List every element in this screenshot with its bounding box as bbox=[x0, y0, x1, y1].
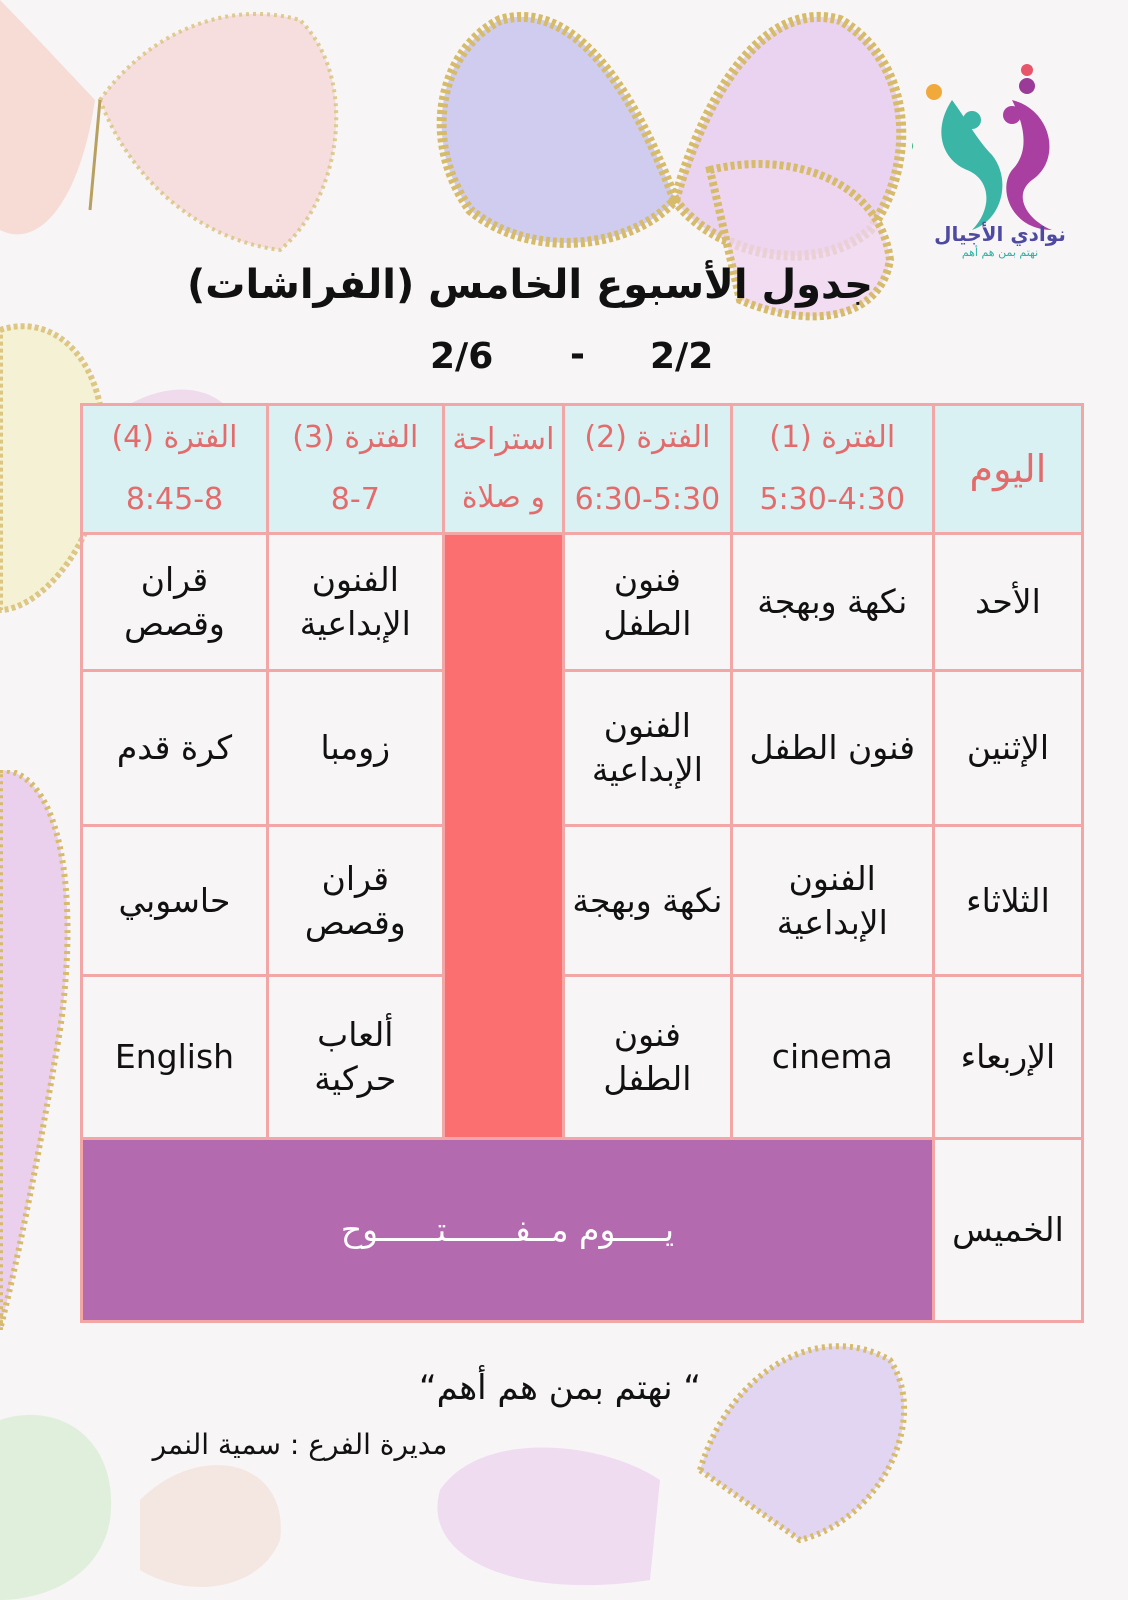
header-period-2-name: الفترة (2) bbox=[584, 420, 711, 456]
date-range bbox=[420, 336, 740, 386]
cell-period-4: كرة قدم bbox=[82, 671, 268, 826]
table-row bbox=[82, 534, 1083, 671]
header-period-3-time: 8-7 bbox=[330, 482, 380, 518]
header-period-2-time: 6:30-5:30 bbox=[574, 482, 721, 518]
cell-period-1: فنون الطفل bbox=[731, 671, 933, 826]
cell-period-2: فنون الطفل bbox=[564, 976, 732, 1139]
open-day-cell: يـــــوم مــفـــــــتــــــوح bbox=[82, 1138, 934, 1321]
header-period-3 bbox=[267, 405, 443, 534]
cell-period-3: قران وقصص bbox=[267, 825, 443, 975]
table-row bbox=[82, 671, 1083, 826]
logo-name: نوادي الأجيال bbox=[934, 222, 1066, 246]
header-period-3-name: الفترة (3) bbox=[292, 420, 419, 456]
row-day: الخميس bbox=[933, 1138, 1082, 1321]
header-day: اليوم bbox=[933, 405, 1082, 534]
cell-period-2: فنون الطفل bbox=[564, 534, 732, 671]
date-separator: - bbox=[570, 334, 585, 375]
logo-text-block bbox=[930, 222, 1070, 260]
cell-period-3: الفنون الإبداعية bbox=[267, 534, 443, 671]
cell-period-3: ألعاب حركية bbox=[267, 976, 443, 1139]
header-period-4 bbox=[82, 405, 268, 534]
table-row bbox=[82, 825, 1083, 975]
row-day: الثلاثاء bbox=[933, 825, 1082, 975]
header-period-4-name: الفترة (4) bbox=[111, 420, 238, 456]
cell-period-4: English bbox=[82, 976, 268, 1139]
date-from: 2/2 bbox=[650, 336, 714, 377]
cell-period-4: حاسوبي bbox=[82, 825, 268, 975]
header-break-name: استراحة bbox=[452, 422, 555, 458]
footer-manager: مديرة الفرع : سمية النمر bbox=[152, 1428, 448, 1461]
butterfly-left-lower-decoration bbox=[0, 770, 90, 1330]
logo-slogan: نهتم بمن هم أهم bbox=[961, 246, 1039, 259]
header-period-1-time: 5:30-4:30 bbox=[759, 482, 906, 518]
cell-period-1: نكهة وبهجة bbox=[731, 534, 933, 671]
schedule-table bbox=[80, 403, 1084, 1323]
header-period-1-name: الفترة (1) bbox=[769, 420, 896, 456]
cell-period-3: زومبا bbox=[267, 671, 443, 826]
butterfly-bottom-left-decoration bbox=[0, 1380, 300, 1600]
butterfly-top-left-decoration bbox=[0, 0, 400, 280]
row-day: الإثنين bbox=[933, 671, 1082, 826]
table-row bbox=[82, 976, 1083, 1139]
cell-period-2: نكهة وبهجة bbox=[564, 825, 732, 975]
cell-period-2: الفنون الإبداعية bbox=[564, 671, 732, 826]
page-title: جدول الأسبوع الخامس (الفراشات) bbox=[187, 262, 873, 308]
cell-period-1: الفنون الإبداعية bbox=[731, 825, 933, 975]
header-period-2 bbox=[564, 405, 732, 534]
row-day: الإربعاء bbox=[933, 976, 1082, 1139]
header-break-sub: و صلاة bbox=[461, 480, 545, 516]
header-period-1 bbox=[731, 405, 933, 534]
break-column-cell bbox=[443, 534, 564, 1139]
cell-period-4: قران وقصص bbox=[82, 534, 268, 671]
table-row-thursday bbox=[82, 1138, 1083, 1321]
header-break bbox=[443, 405, 564, 534]
row-day: الأحد bbox=[933, 534, 1082, 671]
date-to: 2/6 bbox=[430, 336, 494, 377]
header-period-4-time: 8:45-8 bbox=[125, 482, 224, 518]
table-header-row bbox=[82, 405, 1083, 534]
footer-quote: “ نهتم بمن هم أهم“ bbox=[418, 1368, 702, 1408]
cell-period-1: cinema bbox=[731, 976, 933, 1139]
